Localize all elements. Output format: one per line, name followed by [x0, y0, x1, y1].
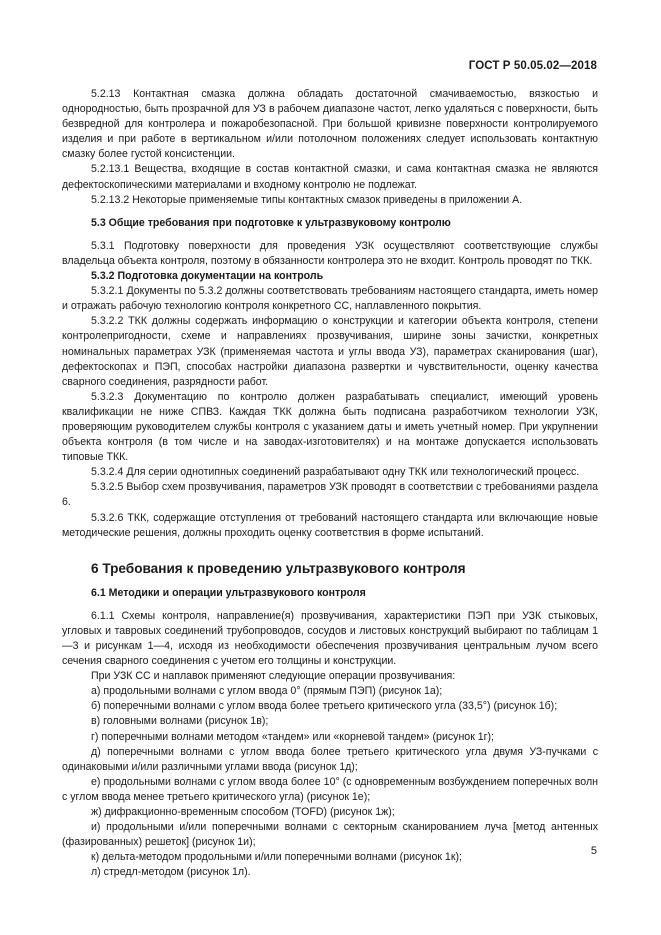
paragraph-5-3-2-2: 5.3.2.2 ТКК должны содержать информацию о конструкции и категории объекта контроля, степени контролепригодности, схеме и направлениях прозвучивания, ширине зоны зачистки, конкретных номинальных параметрах УЗК (применяемая частота и углы ввода УЗ), параметрах сканирования (шаг), дефектоскопах и ПЭП, способах настройки диапазона развертки и чувствительности, оценку качества сварного соединения, разрядности работ. — [62, 315, 598, 388]
document-header: ГОСТ Р 50.05.02—2018 — [468, 60, 597, 72]
paragraph-5-2-13-2: 5.2.13.2 Некоторые применяемые типы контактных смазок приведены в приложении А. — [91, 193, 523, 206]
list-item: ж) дифракционно-временным способом (TOFD) (рисунок 1ж); — [91, 806, 395, 819]
list-item: г) поперечными волнами методом «тандем» или «корневой тандем» (рисунок 1г); — [91, 730, 494, 743]
paragraph-5-2-13-1: 5.2.13.1 Вещества, входящие в состав контактной смазки, и сама контактная смазка не являются дефектоскопическими материалами и входному контролю не подлежат. — [62, 163, 598, 191]
page-number: 5 — [590, 845, 597, 857]
section-6-1-heading: 6.1 Методики и операции ультразвукового контроля — [91, 586, 366, 599]
list-item: и) продольными и/или поперечными волнами с секторным сканированием луча [метод антенных (фазированных) решеток] (рисунок 1и); — [62, 821, 598, 849]
section-5-3-heading: 5.3 Общие требования при подготовке к ультразвуковому контролю — [91, 216, 451, 229]
paragraph-5-3-1: 5.3.1 Подготовку поверхности для проведения УЗК осуществляют соответствующие службы владельца объекта контроля, поэтому в обязанности контролера это не входит. Контроль проводят по ТКК. — [62, 239, 598, 267]
list-item: л) стредл-методом (рисунок 1л). — [91, 866, 251, 879]
list-item: в) головными волнами (рисунок 1в); — [91, 715, 269, 728]
section-5-3-2-heading: 5.3.2 Подготовка документации на контроль — [91, 270, 324, 283]
list-item: е) продольными волнами с углом ввода более 10° (с одновременным возбуждением поперечных волн с углом ввода менее третьего критического угла) (рисунок 1е); — [62, 775, 598, 803]
list-item: а) продольными волнами с углом ввода 0° (прямым ПЭП) (рисунок 1а); — [91, 685, 443, 698]
list-item: к) дельта-методом продольными и/или поперечными волнами (рисунок 1к); — [91, 851, 462, 864]
paragraph-5-2-13: 5.2.13 Контактная смазка должна обладать достаточной смачиваемостью, вязкостью и однородностью, быть прозрачной для УЗ в рабочем диапазоне частот, легко удаляться с поверхности, быть безвредной для контролера и пожаробезопасной. При большой кривизне поверхности контролируемого изделия и при работе в вертикальном и/или потолочном положениях следует использовать контактную смазку более густой консистенции. — [62, 88, 598, 161]
paragraph-5-3-2-6: 5.3.2.6 ТКК, содержащие отступления от требований настоящего стандарта или включающие новые методические решения, должны проходить оценку соответствия в форме испытаний. — [62, 511, 598, 539]
paragraph-operations-intro: При УЗК СС и наплавок применяют следующие операции прозвучивания: — [91, 670, 456, 683]
paragraph-5-3-2-3: 5.3.2.3 Документацию по контролю должен разрабатывать специалист, имеющий уровень квалификации не ниже СПВЗ. Каждая ТКК должна быть подписана разработчиком технологии УЗК, проверяющим руководителем службы контроля с указанием даты и иметь учетный номер. При укрупнении объекта контроля (в том числе и на заводах-изготовителях) и на монтаже допускается использовать типовые ТКК. — [62, 390, 598, 464]
section-6-heading: 6 Требования к проведению ультразвукового контроля — [91, 560, 466, 576]
paragraph-5-3-2-5: 5.3.2.5 Выбор схем прозвучивания, параметров УЗК проводят в соответствии с требованиями раздела 6. — [62, 481, 599, 509]
paragraph-5-3-2-1: 5.3.2.1 Документы по 5.3.2 должны соответствовать требованиям настоящего стандарта, иметь номер и отражать рабочую технологию контроля конкретного СС, наплавленного покрытия. — [62, 285, 598, 313]
paragraph-5-3-2-4: 5.3.2.4 Для серии однотипных соединений разрабатывают одну ТКК или технологический процесс. — [91, 466, 580, 479]
list-item: б) поперечными волнами с углом ввода более третьего критического угла (33,5°) (рисунок 1б); — [91, 700, 558, 713]
paragraph-6-1-1: 6.1.1 Схемы контроля, направление(я) прозвучивания, характеристики ПЭП при УЗК стыковых, угловых и тавровых соединений трубопроводов, сосудов и листовых конструкций выбирают по таблицам 1—3 и рисункам 1—4, исходя из необходимости обеспечения прозвучивания центральным лучом всего сечения сварного соединения с учетом его толщины и конструкции. — [62, 609, 598, 668]
document-body — [62, 87, 598, 881]
list-item: д) поперечными волнами с углом ввода более третьего критического угла двумя УЗ-пучками с одинаковыми и/или различными углами ввода (рисунок 1д); — [62, 745, 598, 773]
